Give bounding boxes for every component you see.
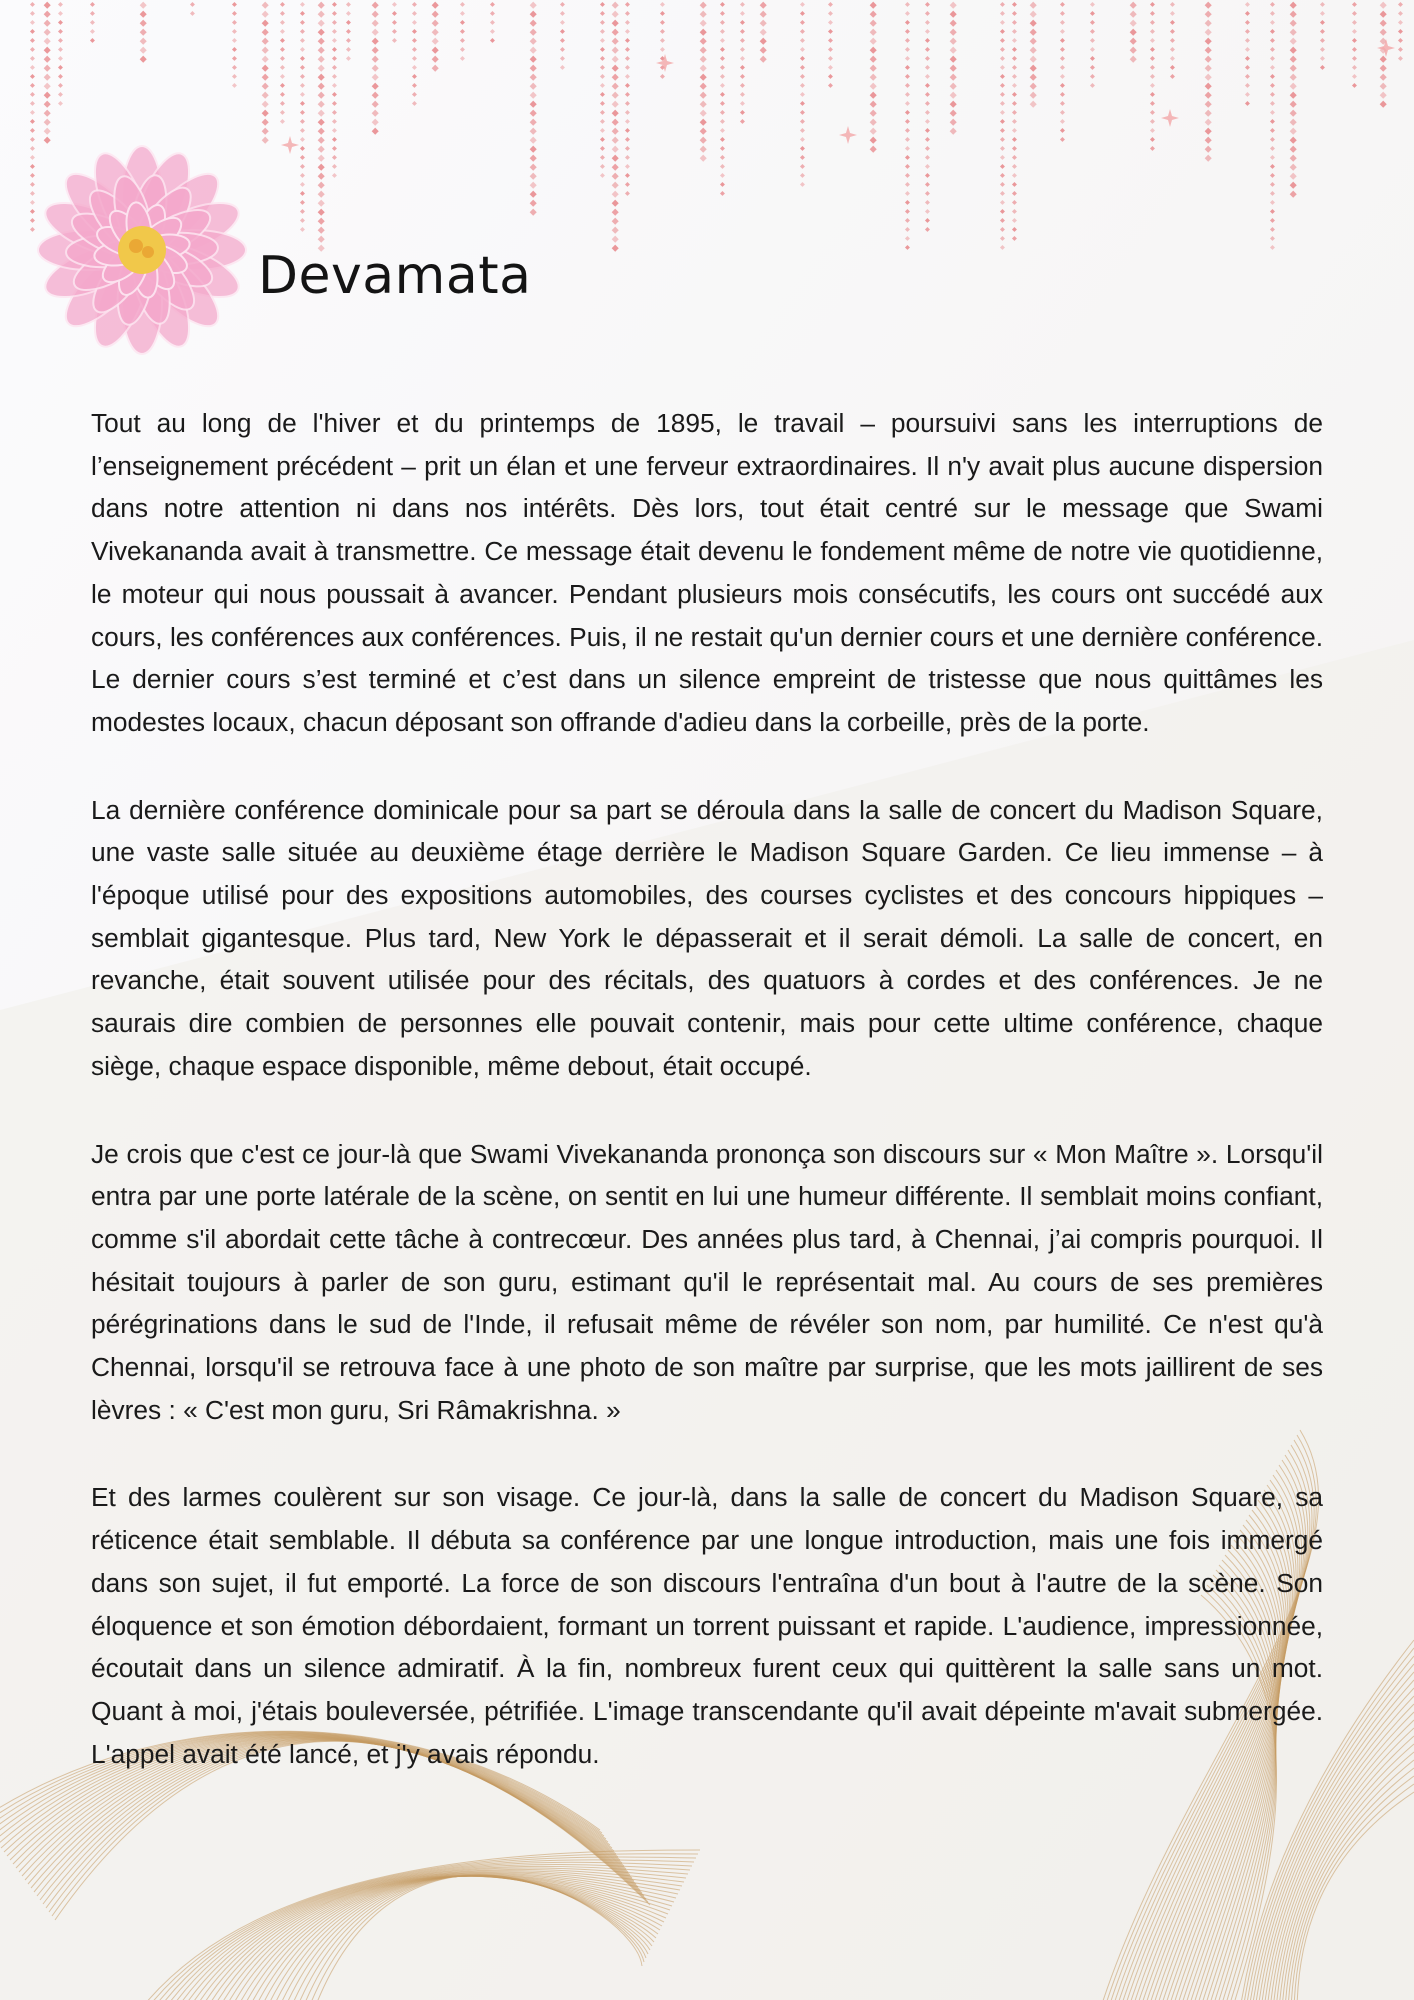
pink-dahlia-icon [32,140,252,360]
paragraph-2: La dernière conférence dominicale pour sa part se déroula dans la salle de concert du Madison Square, une vaste salle située au deuxième étage derrière le Madison Square Garden. Ce lieu immense – à l'époque utilisé pour des expositions automobiles, des courses cyclistes et des concours hippiques – semblait gigantesque. Plus tard, New York le dépasserait et il serait démoli. La salle de concert, en revanche, était souvent utilisée pour des récitals, des quatuors à cordes et des conférences. Je ne saurais dire combien de personnes elle pouvait contenir, mais pour cette ultime conférence, chaque siège, chaque espace disponible, même debout, était occupé. [91,794,1323,1081]
paragraph-1: Tout au long de l'hiver et du printemps de 1895, le travail – poursuivi sans les interruptions de l’enseignement précédent – prit un élan et une ferveur extraordinaires. Il n'y avait plus aucune dispersion dans notre attention ni dans nos intérêts. Dès lors, tout était centré sur le message que Swami Vivekananda avait à transmettre. Ce message était devenu le fondement même de notre vie quotidienne, le moteur qui nous poussait à avancer. Pendant plusieurs mois consécutifs, les cours ont succédé aux cours, les conférences aux conférences. Puis, il ne restait qu'un dernier cours et une dernière conférence. Le dernier cours s’est terminé et c’est dans un silence empreint de tristesse que nous quittâmes les modestes locaux, chacun déposant son offrande d'adieu dans la corbeille, près de la porte. [91,408,1323,737]
paragraph-4: Et des larmes coulèrent sur son visage. Ce jour-là, dans la salle de concert du Madison Square, sa réticence était semblable. Il débuta sa conférence par une longue introduction, mais une fois immergé dans son sujet, il fut emporté. La force de son discours l'entraîna d'un bout à l'autre de la scène. Son éloquence et son émotion débordaient, formant un torrent puissant et rapide. L'audience, impressionnée, écoutait dans un silence admiratif. À la fin, nombreux furent ceux qui quittèrent la salle sans un mot. Quant à moi, j'étais bouleversée, pétrifiée. L'image transcendante qu'il avait dépeinte m'avait submergée. L'appel avait été lancé, et j'y avais répondu. [91,1482,1323,1769]
page-title: Devamata [258,246,532,306]
article-body [91,402,1323,1820]
paragraph-3: Je crois que c'est ce jour-là que Swami Vivekananda prononça son discours sur « Mon Maître ». Lorsqu'il entra par une porte latérale de la scène, on sentit en lui une humeur différente. Il semblait moins confiant, comme s'il abordait cette tâche à contrecœur. Des années plus tard, à Chennai, j’ai compris pourquoi. Il hésitait toujours à parler de son guru, estimant qu'il le représentait mal. Au cours de ses premières pérégrinations dans le sud de l'Inde, il refusait même de révéler son nom, par humilité. Ce n'est qu'à Chennai, lorsqu'il se retrouva face à une photo de son maître par surprise, que les mots jaillirent de ses lèvres : « C'est mon guru, Sri Râmakrishna. » [91,1138,1323,1425]
